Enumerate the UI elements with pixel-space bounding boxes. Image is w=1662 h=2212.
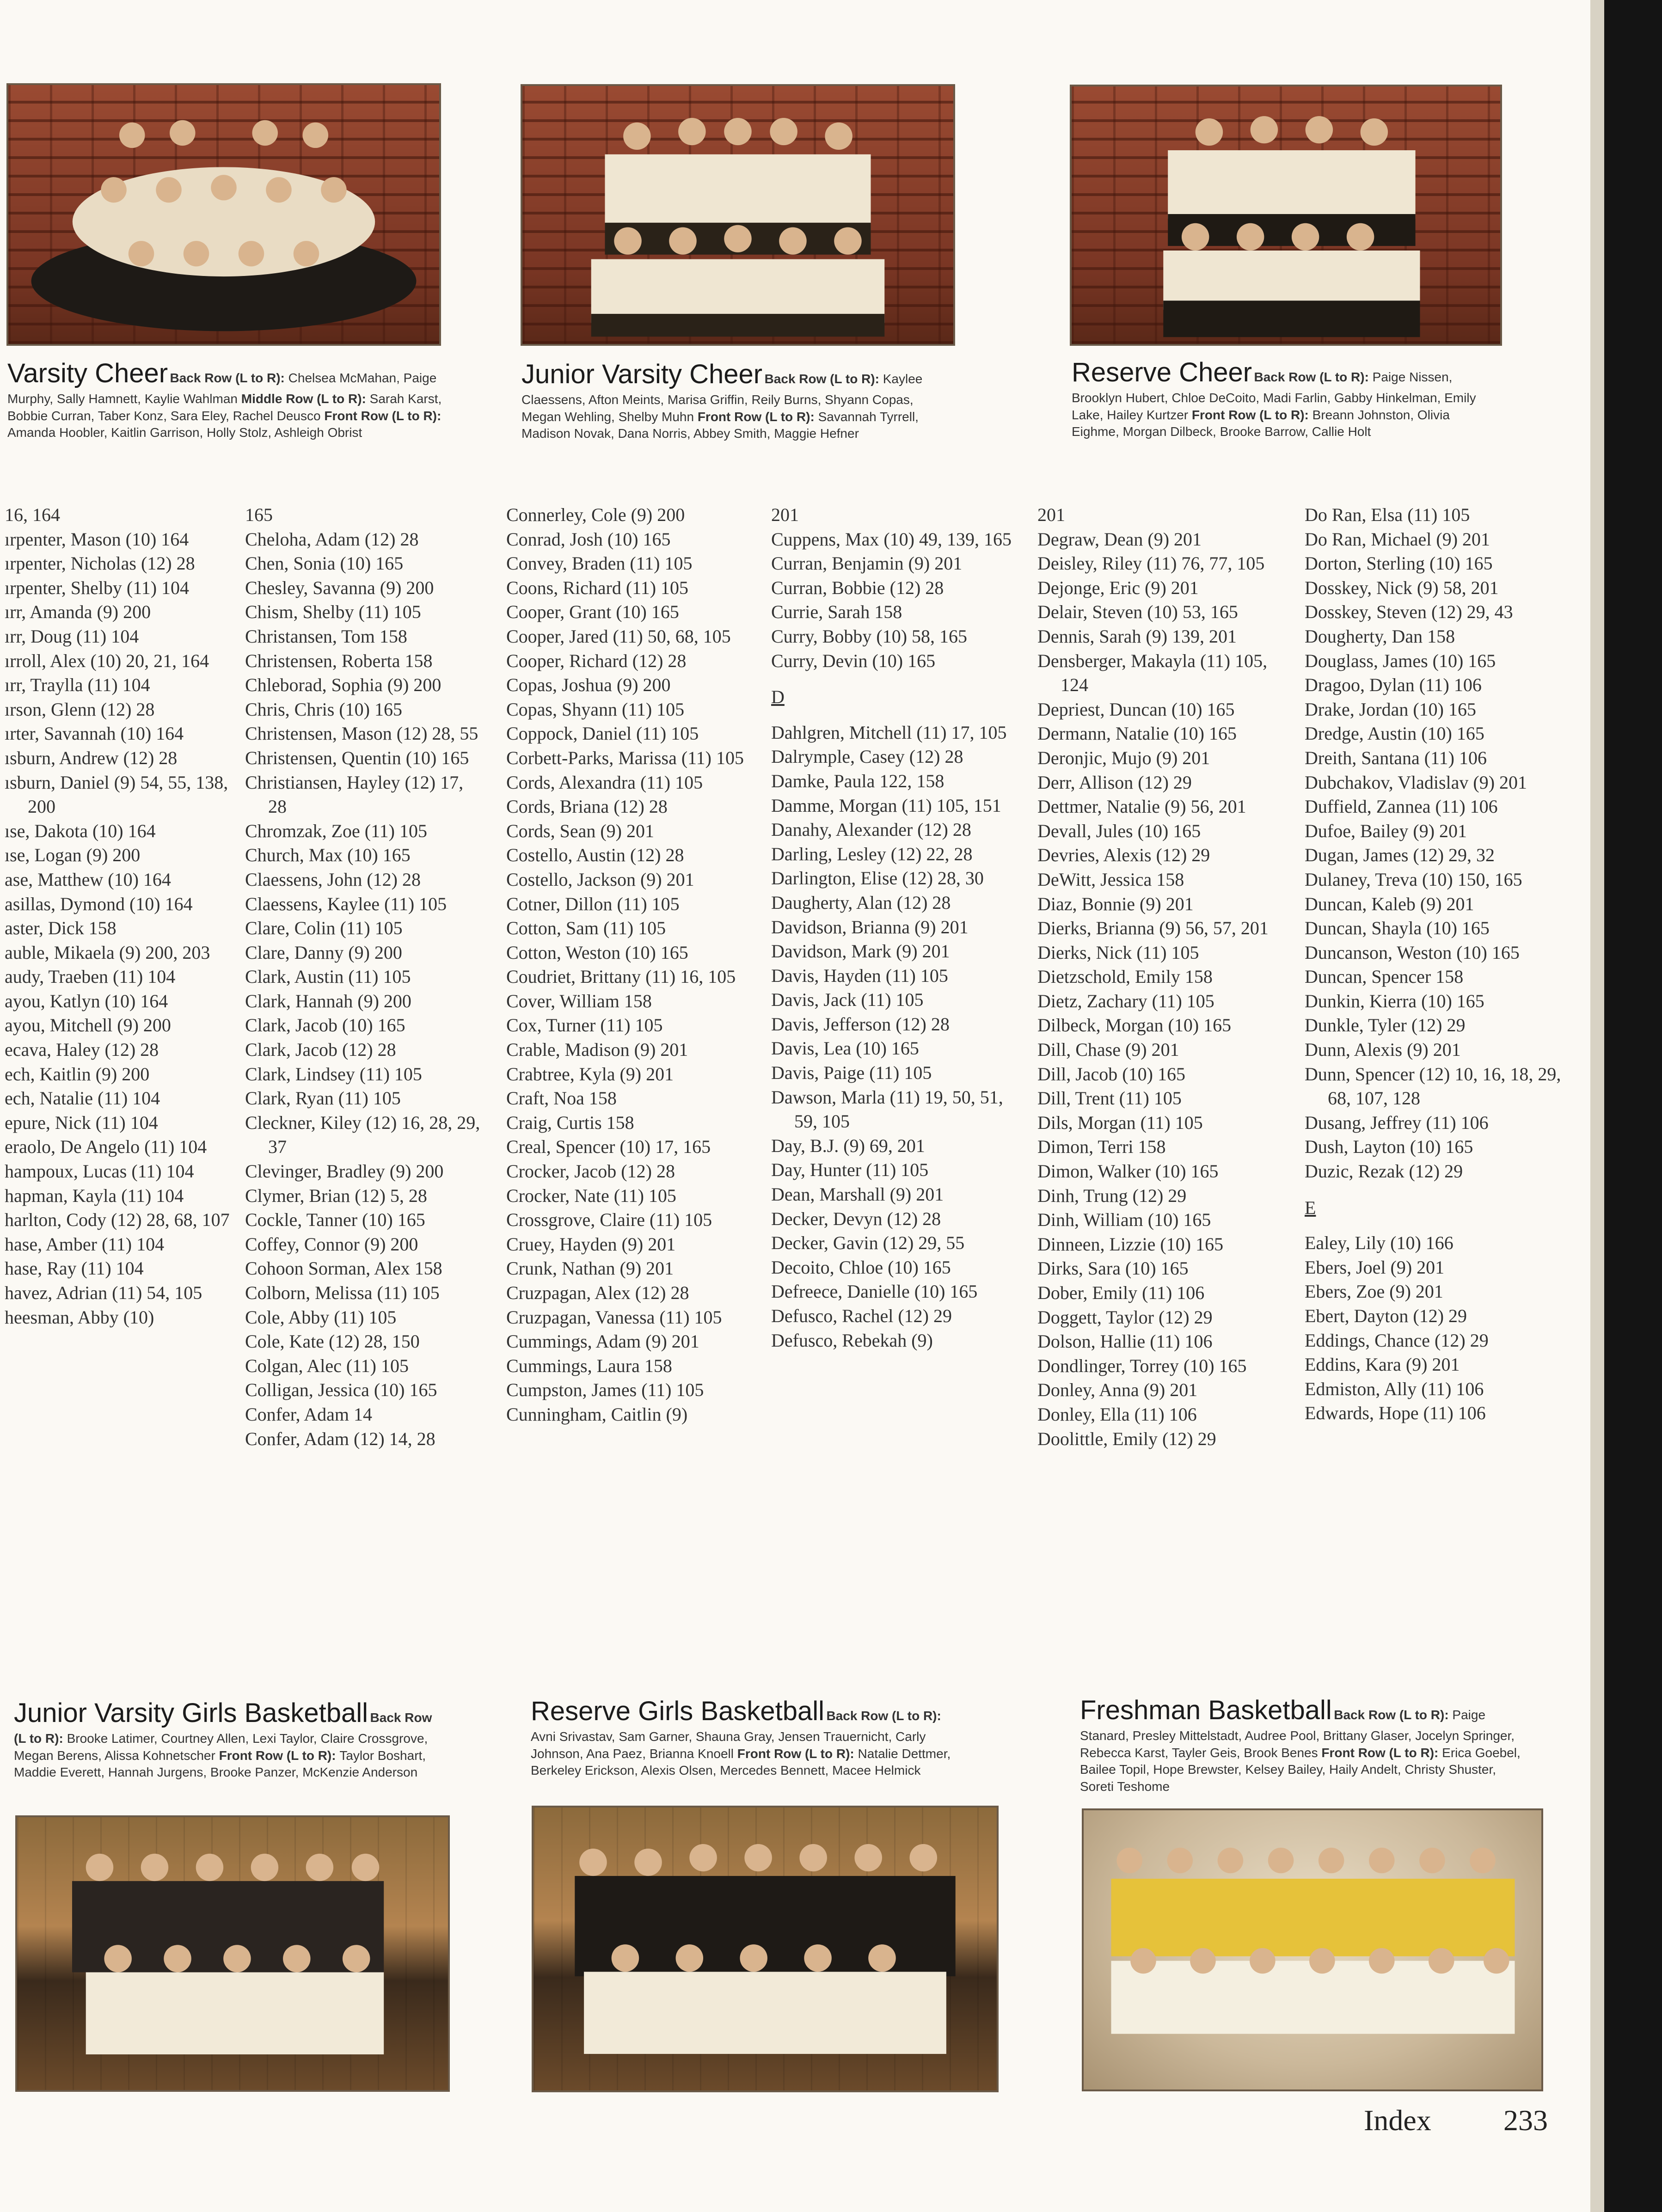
index-entry: Crossgrove, Claire (11) 105 xyxy=(506,1209,712,1231)
index-entry: Dunn, Spencer (12) 10, 16, 18, 29, 68, 107, 128 xyxy=(1305,1063,1561,1109)
caption-names: Paige Stanard, Presley Mittelstadt, Audree Pool, Brittany Glaser, Jocelyn Springer, Rebecca Karst, Tayler Geis, Brook Benes xyxy=(1080,1708,1515,1760)
index-entry: Decoito, Chloe (10) 165 xyxy=(771,1256,951,1278)
reserve-girls-basketball-caption xyxy=(531,1694,965,1779)
caption-row-label: Front Row (L to R): xyxy=(1321,1745,1442,1760)
index-entry: Duncan, Spencer 158 xyxy=(1305,966,1464,987)
index-entry: hapman, Kayla (11) 104 xyxy=(5,1185,184,1206)
index-entry: Densberger, Makayla (11) 105, 124 xyxy=(1037,650,1268,696)
index-entry: Damme, Morgan (11) 105, 151 xyxy=(771,795,1001,816)
caption-title: Reserve Girls Basketball xyxy=(531,1696,824,1726)
index-entry: Chleborad, Sophia (9) 200 xyxy=(245,674,442,696)
index-entry: ecava, Haley (12) 28 xyxy=(5,1039,159,1060)
index-entry: Davis, Hayden (11) 105 xyxy=(771,965,948,986)
index-entry: 201 xyxy=(1037,504,1065,525)
index-entry: Day, Hunter (11) 105 xyxy=(771,1159,929,1181)
index-list xyxy=(771,503,1012,673)
index-entry: Dunn, Alexis (9) 201 xyxy=(1305,1039,1461,1060)
index-entry: Dober, Emily (11) 106 xyxy=(1037,1282,1205,1303)
index-entry: Cooper, Richard (12) 28 xyxy=(506,650,687,671)
index-entry: ısburn, Daniel (9) 54, 55, 138, 200 xyxy=(5,772,228,817)
index-entry: Davis, Lea (10) 165 xyxy=(771,1038,919,1059)
caption-names: Breann Johnston, Olivia Eighme, Morgan Dilbeck, Brooke Barrow, Callie Holt xyxy=(1072,407,1450,439)
jv-girls-basketball-photo xyxy=(15,1815,450,2092)
index-entry: Cotner, Dillon (11) 105 xyxy=(506,893,680,914)
index-entry: ırroll, Alex (10) 20, 21, 164 xyxy=(5,650,209,671)
index-entry: Daugherty, Alan (12) 28 xyxy=(771,892,951,913)
index-entry: Devall, Jules (10) 165 xyxy=(1037,820,1201,841)
index-entry: Dugan, James (12) 29, 32 xyxy=(1305,845,1495,866)
index-entry: ırpenter, Shelby (11) 104 xyxy=(5,577,190,598)
index-entry: Cords, Sean (9) 201 xyxy=(506,820,654,841)
index-entry: ırter, Savannah (10) 164 xyxy=(5,723,184,744)
caption-names: Savannah Tyrrell, Madison Novak, Dana Norris, Abbey Smith, Maggie Hefner xyxy=(521,409,919,441)
index-column-6 xyxy=(1305,503,1564,1426)
index-entry: Clare, Colin (11) 105 xyxy=(245,918,403,939)
index-entry: Dreith, Santana (11) 106 xyxy=(1305,747,1487,768)
index-entry: Coffey, Connor (9) 200 xyxy=(245,1233,418,1255)
index-entry: Dermann, Natalie (10) 165 xyxy=(1037,723,1237,744)
reserve-cheer-photo xyxy=(1070,85,1502,346)
index-entry: Dierks, Nick (11) 105 xyxy=(1037,942,1199,963)
index-entry: Christensen, Quentin (10) 165 xyxy=(245,747,469,768)
index-entry: ech, Kaitlin (9) 200 xyxy=(5,1063,150,1085)
index-entry: Church, Max (10) 165 xyxy=(245,845,411,866)
index-entry: Dush, Layton (10) 165 xyxy=(1305,1136,1473,1158)
index-entry: Devries, Alexis (12) 29 xyxy=(1037,845,1210,866)
index-entry: Christansen, Tom 158 xyxy=(245,625,407,647)
index-entry: Currie, Sarah 158 xyxy=(771,601,902,623)
reserve-girls-basketball-photo xyxy=(532,1806,999,2092)
index-entry: ıse, Dakota (10) 164 xyxy=(5,820,156,841)
index-entry: Cleckner, Kiley (12) 16, 28, 29, 37 xyxy=(245,1112,480,1158)
index-entry: Diaz, Bonnie (9) 201 xyxy=(1037,893,1194,914)
page-number: 233 xyxy=(1503,2104,1548,2137)
index-entry: harlton, Cody (12) 28, 68, 107 xyxy=(5,1209,230,1231)
index-entry: Douglass, James (10) 165 xyxy=(1305,650,1496,671)
index-entry: Clymer, Brian (12) 5, 28 xyxy=(245,1185,427,1206)
index-entry: Clark, Ryan (11) 105 xyxy=(245,1088,401,1109)
index-entry: Duncan, Kaleb (9) 201 xyxy=(1305,893,1474,914)
index-entry: Cole, Abby (11) 105 xyxy=(245,1306,397,1328)
index-entry: Dragoo, Dylan (11) 106 xyxy=(1305,674,1482,696)
index-entry: ayou, Mitchell (9) 200 xyxy=(5,1015,171,1036)
index-entry: Depriest, Duncan (10) 165 xyxy=(1037,699,1235,720)
index-entry: Coudriet, Brittany (11) 16, 105 xyxy=(506,966,736,987)
index-entry: ırr, Doug (11) 104 xyxy=(5,625,139,647)
index-entry: Decker, Gavin (12) 29, 55 xyxy=(771,1232,965,1254)
index-entry: Darling, Lesley (12) 22, 28 xyxy=(771,843,973,864)
index-entry: Claessens, John (12) 28 xyxy=(245,869,421,890)
index-entry: Dosskey, Steven (12) 29, 43 xyxy=(1305,601,1513,623)
index-entry: Defusco, Rebekah (9) xyxy=(771,1330,933,1351)
team-figures xyxy=(534,1808,997,2090)
index-entry: Clark, Lindsey (11) 105 xyxy=(245,1063,422,1085)
caption-title: Varsity Cheer xyxy=(7,358,168,388)
index-entry: Costello, Austin (12) 28 xyxy=(506,845,684,866)
caption-row-label: Front Row (L to R): xyxy=(219,1748,340,1763)
index-entry: Cohoon Sorman, Alex 158 xyxy=(245,1258,442,1279)
index-entry: Cunningham, Caitlin (9) xyxy=(506,1403,688,1425)
index-entry: Curry, Devin (10) 165 xyxy=(771,650,936,671)
page-gutter xyxy=(1590,0,1604,2212)
index-entry: Ebert, Dayton (12) 29 xyxy=(1305,1305,1467,1326)
index-entry: epure, Nick (11) 104 xyxy=(5,1112,158,1133)
index-entry: audy, Traeben (11) 104 xyxy=(5,966,176,987)
caption-names: Avni Srivastav, Sam Garner, Shauna Gray, Jensen Trauernicht, Carly Johnson, Ana Paez, Brianna Knoell xyxy=(531,1729,926,1761)
index-entry: 201 xyxy=(771,504,799,525)
index-entry: Cords, Alexandra (11) 105 xyxy=(506,772,703,793)
caption-names: Natalie Dettmer, Berkeley Erickson, Alexis Olsen, Mercedes Bennett, Macee Helmick xyxy=(531,1746,951,1778)
index-entry: Darlington, Elise (12) 28, 30 xyxy=(771,868,984,889)
caption-names: Kaylee Claessens, Afton Meints, Marisa Griffin, Reily Burns, Shyann Copas, Megan Wehling, Shelby Muhn xyxy=(521,372,923,424)
index-entry: Cheloha, Adam (12) 28 xyxy=(245,528,419,550)
index-entry: Cooper, Grant (10) 165 xyxy=(506,601,679,623)
index-entry: Davis, Paige (11) 105 xyxy=(771,1062,932,1084)
index-entry: Christensen, Mason (12) 28, 55 xyxy=(245,723,478,744)
caption-row-label: Back Row (L to R): xyxy=(14,1710,432,1746)
team-figures xyxy=(8,85,439,344)
index-entry: Chen, Sonia (10) 165 xyxy=(245,553,404,574)
index-entry: Clark, Hannah (9) 200 xyxy=(245,990,411,1011)
index-entry: Dougherty, Dan 158 xyxy=(1305,625,1455,647)
index-entry: Clark, Jacob (10) 165 xyxy=(245,1015,405,1036)
index-entry: Dimon, Terri 158 xyxy=(1037,1136,1166,1158)
index-entry: Defusco, Rachel (12) 29 xyxy=(771,1305,952,1326)
index-entry: Copas, Joshua (9) 200 xyxy=(506,674,671,696)
index-entry: Curry, Bobby (10) 58, 165 xyxy=(771,625,968,647)
varsity-cheer-caption xyxy=(7,356,442,441)
index-entry: Connerley, Cole (9) 200 xyxy=(506,504,685,525)
index-entry: Dierks, Brianna (9) 56, 57, 201 xyxy=(1037,918,1269,939)
index-entry: Confer, Adam 14 xyxy=(245,1403,373,1425)
index-entry: Crocker, Jacob (12) 28 xyxy=(506,1161,675,1182)
index-entry: Do Ran, Elsa (11) 105 xyxy=(1305,504,1470,525)
index-entry: Cole, Kate (12) 28, 150 xyxy=(245,1331,420,1352)
index-entry: Dietz, Zachary (11) 105 xyxy=(1037,990,1214,1011)
index-entry: Cox, Turner (11) 105 xyxy=(506,1015,663,1036)
index-entry: Dalrymple, Casey (12) 28 xyxy=(771,746,963,767)
index-entry: Deisley, Riley (11) 76, 77, 105 xyxy=(1037,553,1265,574)
caption-names: Paige Nissen, Brooklyn Hubert, Chloe DeCoito, Madi Farlin, Gabby Hinkelman, Emily Lake, Hailey Kurtzer xyxy=(1072,370,1476,422)
index-entry: Curran, Benjamin (9) 201 xyxy=(771,553,963,574)
index-entry: Cords, Briana (12) 28 xyxy=(506,796,668,817)
index-entry: ırson, Glenn (12) 28 xyxy=(5,699,155,720)
index-entry: 165 xyxy=(245,504,273,525)
index-entry: Chris, Chris (10) 165 xyxy=(245,699,402,720)
index-entry: Dimon, Walker (10) 165 xyxy=(1037,1161,1219,1182)
index-entry: Ealey, Lily (10) 166 xyxy=(1305,1232,1453,1254)
index-entry: Deronjic, Mujo (9) 201 xyxy=(1037,747,1210,768)
caption-names: Taylor Boshart, Maddie Everett, Hannah Jurgens, Brooke Panzer, McKenzie Anderson xyxy=(14,1748,426,1780)
index-entry: Dietzschold, Emily 158 xyxy=(1037,966,1213,987)
index-entry: Cummings, Adam (9) 201 xyxy=(506,1331,699,1352)
index-column-3 xyxy=(506,503,747,1427)
team-figures xyxy=(17,1817,448,2090)
index-entry: Cumpston, James (11) 105 xyxy=(506,1379,704,1401)
index-entry: eraolo, De Angelo (11) 104 xyxy=(5,1136,207,1158)
index-entry: Cuppens, Max (10) 49, 139, 165 xyxy=(771,528,1012,550)
caption-names: Brooke Latimer, Courtney Allen, Lexi Taylor, Claire Crossgrove, Megan Berens, Alissa Kohnetscher xyxy=(14,1731,428,1763)
index-entry: aster, Dick 158 xyxy=(5,918,117,939)
index-entry: Coppock, Daniel (11) 105 xyxy=(506,723,699,744)
caption-row-label: Front Row (L to R): xyxy=(737,1746,858,1761)
index-entry: Chromzak, Zoe (11) 105 xyxy=(245,820,427,841)
index-entry: ırpenter, Nicholas (12) 28 xyxy=(5,553,195,574)
index-entry: Duzic, Rezak (12) 29 xyxy=(1305,1161,1463,1182)
index-entry: Defreece, Danielle (10) 165 xyxy=(771,1281,978,1302)
index-entry: Dulaney, Treva (10) 150, 165 xyxy=(1305,869,1522,890)
caption-title: Junior Varsity Cheer xyxy=(521,359,763,389)
index-entry: Colgan, Alec (11) 105 xyxy=(245,1355,409,1376)
index-entry: Dinh, William (10) 165 xyxy=(1037,1209,1211,1231)
index-entry: Claessens, Kaylee (11) 105 xyxy=(245,893,447,914)
index-entry: Dorton, Sterling (10) 165 xyxy=(1305,553,1493,574)
index-entry: Dunkle, Tyler (12) 29 xyxy=(1305,1015,1466,1036)
index-entry: Cooper, Jared (11) 50, 68, 105 xyxy=(506,625,731,647)
index-entry: Ebers, Zoe (9) 201 xyxy=(1305,1281,1443,1302)
index-entry: Dean, Marshall (9) 201 xyxy=(771,1184,944,1205)
index-entry: hase, Amber (11) 104 xyxy=(5,1233,165,1255)
index-entry: Dejonge, Eric (9) 201 xyxy=(1037,577,1199,598)
index-entry: Dennis, Sarah (9) 139, 201 xyxy=(1037,625,1237,647)
caption-row-label: Back Row (L to R): xyxy=(1254,370,1373,384)
index-entry: Dill, Chase (9) 201 xyxy=(1037,1039,1179,1060)
index-entry: Dusang, Jeffrey (11) 106 xyxy=(1305,1112,1489,1133)
index-entry: ech, Natalie (11) 104 xyxy=(5,1088,160,1109)
index-entry: Cruey, Hayden (9) 201 xyxy=(506,1233,676,1255)
index-entry: Doggett, Taylor (12) 29 xyxy=(1037,1306,1213,1328)
team-figures xyxy=(522,86,953,344)
caption-row-label: Back Row (L to R): xyxy=(1334,1708,1453,1722)
index-entry: ırpenter, Mason (10) 164 xyxy=(5,528,189,550)
index-entry: Davidson, Mark (9) 201 xyxy=(771,941,950,962)
index-entry: Dufoe, Bailey (9) 201 xyxy=(1305,820,1467,841)
index-entry: Dubchakov, Vladislav (9) 201 xyxy=(1305,772,1527,793)
index-entry: Do Ran, Michael (9) 201 xyxy=(1305,528,1490,550)
index-entry: Chism, Shelby (11) 105 xyxy=(245,601,421,623)
index-entry: Dettmer, Natalie (9) 56, 201 xyxy=(1037,796,1246,817)
index-entry: hampoux, Lucas (11) 104 xyxy=(5,1161,194,1182)
index-entry: Dredge, Austin (10) 165 xyxy=(1305,723,1484,744)
caption-row-label: Front Row (L to R): xyxy=(324,408,442,423)
index-entry: Cummings, Laura 158 xyxy=(506,1355,672,1376)
index-entry: Crocker, Nate (11) 105 xyxy=(506,1185,676,1206)
index-entry: Dinh, Trung (12) 29 xyxy=(1037,1185,1187,1206)
index-entry: Dilbeck, Morgan (10) 165 xyxy=(1037,1015,1232,1036)
index-entry: Donley, Ella (11) 106 xyxy=(1037,1403,1197,1425)
index-entry: ırr, Amanda (9) 200 xyxy=(5,601,151,623)
index-entry: ayou, Katlyn (10) 164 xyxy=(5,990,168,1011)
index-entry: Coons, Richard (11) 105 xyxy=(506,577,689,598)
index-entry: Clark, Jacob (12) 28 xyxy=(245,1039,396,1060)
index-entry: Costello, Jackson (9) 201 xyxy=(506,869,694,890)
index-entry: Davidson, Brianna (9) 201 xyxy=(771,916,969,937)
footer-section-label: Index xyxy=(1364,2104,1431,2137)
index-letter-heading: E xyxy=(1305,1197,1316,1218)
index-entry: DeWitt, Jessica 158 xyxy=(1037,869,1184,890)
index-entry: Craig, Curtis 158 xyxy=(506,1112,634,1133)
index-entry: Dils, Morgan (11) 105 xyxy=(1037,1112,1203,1133)
index-letter-heading: D xyxy=(771,686,785,708)
index-entry: Dondlinger, Torrey (10) 165 xyxy=(1037,1355,1247,1376)
index-entry: Confer, Adam (12) 14, 28 xyxy=(245,1428,435,1449)
index-list xyxy=(1305,1231,1564,1426)
index-entry: Doolittle, Emily (12) 29 xyxy=(1037,1428,1216,1449)
index-entry: Edmiston, Ally (11) 106 xyxy=(1305,1378,1484,1399)
index-entry: Dinneen, Lizzie (10) 165 xyxy=(1037,1233,1224,1255)
caption-title: Freshman Basketball xyxy=(1080,1695,1332,1725)
index-entry: Eddins, Kara (9) 201 xyxy=(1305,1354,1460,1375)
index-entry: Colligan, Jessica (10) 165 xyxy=(245,1379,437,1401)
reserve-cheer-caption xyxy=(1072,355,1497,441)
index-entry: Curran, Bobbie (12) 28 xyxy=(771,577,944,598)
index-entry: Dill, Jacob (10) 165 xyxy=(1037,1063,1185,1085)
index-column-2 xyxy=(245,503,485,1451)
varsity-cheer-photo xyxy=(6,83,441,346)
index-entry: Decker, Devyn (12) 28 xyxy=(771,1208,941,1229)
index-entry: Dolson, Hallie (11) 106 xyxy=(1037,1331,1213,1352)
team-figures xyxy=(1084,1810,1541,2089)
index-entry: Creal, Spencer (10) 17, 165 xyxy=(506,1136,711,1158)
index-entry: Cotton, Sam (11) 105 xyxy=(506,918,666,939)
index-entry: Conrad, Josh (10) 165 xyxy=(506,528,671,550)
index-entry: Copas, Shyann (11) 105 xyxy=(506,699,685,720)
index-entry: Cruzpagan, Alex (12) 28 xyxy=(506,1282,689,1303)
caption-names: Sarah Karst, Bobbie Curran, Taber Konz, Sara Eley, Rachel Deusco xyxy=(7,392,442,423)
index-entry: Dosskey, Nick (9) 58, 201 xyxy=(1305,577,1499,598)
index-entry: Clark, Austin (11) 105 xyxy=(245,966,411,987)
index-entry: Derr, Allison (12) 29 xyxy=(1037,772,1192,793)
index-entry: ase, Matthew (10) 164 xyxy=(5,869,171,890)
team-figures xyxy=(1072,86,1500,344)
index-entry: Cover, William 158 xyxy=(506,990,652,1011)
index-entry: Christensen, Roberta 158 xyxy=(245,650,433,671)
jv-girls-basketball-caption xyxy=(14,1696,444,1781)
index-entry: Donley, Anna (9) 201 xyxy=(1037,1379,1198,1401)
index-list xyxy=(1305,503,1564,1184)
jv-cheer-photo xyxy=(521,84,955,346)
index-column-4 xyxy=(771,503,1012,1353)
index-entry: Crable, Madison (9) 201 xyxy=(506,1039,688,1060)
index-entry: Delair, Steven (10) 53, 165 xyxy=(1037,601,1238,623)
index-entry: Davis, Jack (11) 105 xyxy=(771,989,924,1011)
index-entry: Convey, Braden (11) 105 xyxy=(506,553,693,574)
index-entry: Drake, Jordan (10) 165 xyxy=(1305,699,1476,720)
index-entry: Dill, Trent (11) 105 xyxy=(1037,1088,1182,1109)
index-entry: Day, B.J. (9) 69, 201 xyxy=(771,1135,925,1156)
index-entry: asillas, Dymond (10) 164 xyxy=(5,893,193,914)
index-entry: Dawson, Marla (11) 19, 50, 51, 59, 105 xyxy=(771,1086,1003,1132)
jv-cheer-caption xyxy=(521,357,956,442)
index-entry: Crabtree, Kyla (9) 201 xyxy=(506,1063,674,1085)
index-entry: Degraw, Dean (9) 201 xyxy=(1037,528,1202,550)
caption-row-label: Front Row (L to R): xyxy=(1191,407,1312,422)
freshman-basketball-photo xyxy=(1082,1808,1543,2091)
caption-names: Chelsea McMahan, Paige Murphy, Sally Hamnett, Kaylie Wahlman xyxy=(7,371,437,406)
freshman-basketball-caption xyxy=(1080,1693,1524,1795)
index-entry: Duffield, Zannea (11) 106 xyxy=(1305,796,1498,817)
index-entry: Clevinger, Bradley (9) 200 xyxy=(245,1161,444,1182)
index-entry: Dunkin, Kierra (10) 165 xyxy=(1305,990,1484,1011)
index-entry: heesman, Abby (10) xyxy=(5,1306,154,1328)
index-entry: hase, Ray (11) 104 xyxy=(5,1258,144,1279)
index-entry: Eddings, Chance (12) 29 xyxy=(1305,1330,1489,1351)
index-entry: Ebers, Joel (9) 201 xyxy=(1305,1256,1445,1278)
index-entry: ıse, Logan (9) 200 xyxy=(5,845,141,866)
index-entry: Dirks, Sara (10) 165 xyxy=(1037,1258,1189,1279)
index-entry: Craft, Noa 158 xyxy=(506,1088,617,1109)
caption-title: Junior Varsity Girls Basketball xyxy=(14,1698,368,1728)
caption-row-label: Back Row (L to R): xyxy=(170,371,288,385)
index-entry: Chesley, Savanna (9) 200 xyxy=(245,577,434,598)
index-entry: Cruzpagan, Vanessa (11) 105 xyxy=(506,1306,722,1328)
caption-row-label: Back Row (L to R): xyxy=(764,372,883,386)
caption-names: Amanda Hoobler, Kaitlin Garrison, Holly Stolz, Ashleigh Obrist xyxy=(7,425,362,440)
index-entry: Cockle, Tanner (10) 165 xyxy=(245,1209,425,1231)
caption-row-label: Middle Row (L to R): xyxy=(241,392,370,406)
index-list xyxy=(771,721,1012,1353)
index-entry: Dahlgren, Mitchell (11) 17, 105 xyxy=(771,722,1007,743)
page-edge xyxy=(1604,0,1662,2212)
index-entry: havez, Adrian (11) 54, 105 xyxy=(5,1282,202,1303)
index-entry: ısburn, Andrew (12) 28 xyxy=(5,747,178,768)
index-entry: auble, Mikaela (9) 200, 203 xyxy=(5,942,210,963)
index-entry: Colborn, Melissa (11) 105 xyxy=(245,1282,440,1303)
index-entry: Crunk, Nathan (9) 201 xyxy=(506,1258,674,1279)
index-entry: Edwards, Hope (11) 106 xyxy=(1305,1403,1486,1424)
index-entry: Christiansen, Hayley (12) 17, 28 xyxy=(245,772,464,817)
caption-row-label: Back Row (L to R): xyxy=(826,1709,941,1723)
index-entry: Duncan, Shayla (10) 165 xyxy=(1305,918,1490,939)
index-entry: 16, 164 xyxy=(5,504,60,525)
index-entry: Cotton, Weston (10) 165 xyxy=(506,942,688,963)
index-entry: Damke, Paula 122, 158 xyxy=(771,770,944,791)
index-entry: Clare, Danny (9) 200 xyxy=(245,942,402,963)
caption-row-label: Front Row (L to R): xyxy=(697,409,818,424)
index-entry: Davis, Jefferson (12) 28 xyxy=(771,1013,950,1035)
index-entry: Duncanson, Weston (10) 165 xyxy=(1305,942,1520,963)
index-column-5 xyxy=(1037,503,1278,1451)
index-entry: Danahy, Alexander (12) 28 xyxy=(771,819,971,840)
caption-title: Reserve Cheer xyxy=(1072,357,1252,387)
index-entry: Corbett-Parks, Marissa (11) 105 xyxy=(506,747,744,768)
index-column-1 xyxy=(5,503,245,1330)
index-entry: ırr, Traylla (11) 104 xyxy=(5,674,150,696)
caption-names: Erica Goebel, Bailee Topil, Hope Brewster, Kelsey Bailey, Haily Andelt, Christy Shuster, Soreti Teshome xyxy=(1080,1745,1521,1794)
